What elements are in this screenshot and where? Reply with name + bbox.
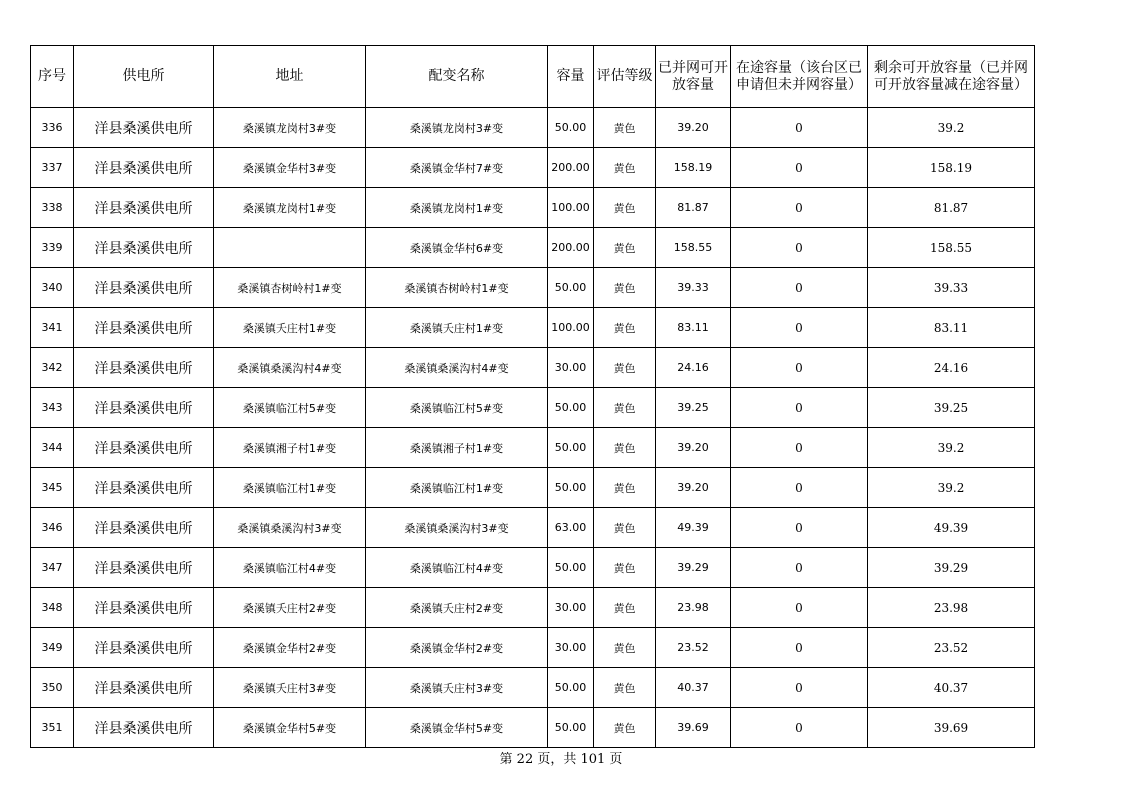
cell-in-transit-capacity: 0: [731, 268, 868, 308]
cell-capacity: 100.00: [548, 188, 594, 228]
cell-rating: 黄色: [594, 388, 656, 428]
cell-in-transit-capacity: 0: [731, 308, 868, 348]
cell-remaining-capacity: 39.2: [868, 468, 1035, 508]
cell-connected-capacity: 23.98: [656, 588, 731, 628]
cell-transformer-name: 桑溪镇金华村7#变: [366, 148, 548, 188]
cell-index: 345: [31, 468, 74, 508]
cell-transformer-name: 桑溪镇湘子村1#变: [366, 428, 548, 468]
cell-index: 342: [31, 348, 74, 388]
header-office: 供电所: [74, 46, 214, 108]
cell-index: 347: [31, 548, 74, 588]
cell-capacity: 50.00: [548, 548, 594, 588]
cell-office: 洋县桑溪供电所: [74, 548, 214, 588]
cell-connected-capacity: 158.55: [656, 228, 731, 268]
cell-address: [214, 228, 366, 268]
cell-rating: 黄色: [594, 188, 656, 228]
cell-rating: 黄色: [594, 428, 656, 468]
cell-office: 洋县桑溪供电所: [74, 708, 214, 748]
cell-address: 桑溪镇杏树岭村1#变: [214, 268, 366, 308]
cell-connected-capacity: 23.52: [656, 628, 731, 668]
cell-address: 桑溪镇临江村4#变: [214, 548, 366, 588]
cell-connected-capacity: 39.69: [656, 708, 731, 748]
cell-office: 洋县桑溪供电所: [74, 108, 214, 148]
cell-remaining-capacity: 39.69: [868, 708, 1035, 748]
cell-address: 桑溪镇夭庄村3#变: [214, 668, 366, 708]
cell-transformer-name: 桑溪镇夭庄村3#变: [366, 668, 548, 708]
cell-capacity: 200.00: [548, 228, 594, 268]
table-row: [31, 268, 1035, 308]
header-index: 序号: [31, 46, 74, 108]
cell-capacity: 30.00: [548, 628, 594, 668]
cell-in-transit-capacity: 0: [731, 148, 868, 188]
cell-remaining-capacity: 39.33: [868, 268, 1035, 308]
header-in-transit-capacity: 在途容量（该台区已申请但未并网容量）: [731, 46, 868, 108]
table-row: [31, 628, 1035, 668]
cell-in-transit-capacity: 0: [731, 668, 868, 708]
cell-address: 桑溪镇湘子村1#变: [214, 428, 366, 468]
cell-connected-capacity: 39.20: [656, 428, 731, 468]
cell-rating: 黄色: [594, 708, 656, 748]
cell-connected-capacity: 39.25: [656, 388, 731, 428]
table-row: [31, 468, 1035, 508]
cell-transformer-name: 桑溪镇龙岗村1#变: [366, 188, 548, 228]
cell-index: 337: [31, 148, 74, 188]
cell-rating: 黄色: [594, 468, 656, 508]
cell-remaining-capacity: 158.55: [868, 228, 1035, 268]
cell-capacity: 50.00: [548, 388, 594, 428]
cell-capacity: 50.00: [548, 428, 594, 468]
header-address: 地址: [214, 46, 366, 108]
cell-in-transit-capacity: 0: [731, 188, 868, 228]
table-row: [31, 668, 1035, 708]
table-row: [31, 108, 1035, 148]
cell-index: 350: [31, 668, 74, 708]
cell-rating: 黄色: [594, 348, 656, 388]
cell-remaining-capacity: 49.39: [868, 508, 1035, 548]
cell-transformer-name: 桑溪镇金华村2#变: [366, 628, 548, 668]
cell-office: 洋县桑溪供电所: [74, 268, 214, 308]
cell-in-transit-capacity: 0: [731, 468, 868, 508]
cell-index: 351: [31, 708, 74, 748]
table-row: [31, 548, 1035, 588]
cell-in-transit-capacity: 0: [731, 508, 868, 548]
cell-office: 洋县桑溪供电所: [74, 308, 214, 348]
cell-rating: 黄色: [594, 148, 656, 188]
cell-capacity: 50.00: [548, 268, 594, 308]
cell-index: 339: [31, 228, 74, 268]
cell-office: 洋县桑溪供电所: [74, 428, 214, 468]
cell-rating: 黄色: [594, 308, 656, 348]
cell-address: 桑溪镇夭庄村2#变: [214, 588, 366, 628]
cell-address: 桑溪镇金华村5#变: [214, 708, 366, 748]
cell-transformer-name: 桑溪镇龙岗村3#变: [366, 108, 548, 148]
cell-index: 340: [31, 268, 74, 308]
cell-remaining-capacity: 158.19: [868, 148, 1035, 188]
header-transformer-name: 配变名称: [366, 46, 548, 108]
table-row: [31, 308, 1035, 348]
cell-remaining-capacity: 23.52: [868, 628, 1035, 668]
cell-index: 348: [31, 588, 74, 628]
cell-connected-capacity: 24.16: [656, 348, 731, 388]
cell-capacity: 50.00: [548, 668, 594, 708]
cell-transformer-name: 桑溪镇夭庄村1#变: [366, 308, 548, 348]
cell-connected-capacity: 81.87: [656, 188, 731, 228]
table-row: [31, 508, 1035, 548]
cell-office: 洋县桑溪供电所: [74, 148, 214, 188]
cell-address: 桑溪镇夭庄村1#变: [214, 308, 366, 348]
cell-capacity: 63.00: [548, 508, 594, 548]
page-footer: 第 22 页，共 101 页: [499, 752, 623, 767]
cell-capacity: 200.00: [548, 148, 594, 188]
header-connected-capacity: 已并网可开放容量: [656, 46, 731, 108]
cell-remaining-capacity: 39.2: [868, 108, 1035, 148]
cell-rating: 黄色: [594, 508, 656, 548]
cell-in-transit-capacity: 0: [731, 348, 868, 388]
cell-index: 344: [31, 428, 74, 468]
cell-address: 桑溪镇龙岗村1#变: [214, 188, 366, 228]
table-row: [31, 428, 1035, 468]
table-row: [31, 708, 1035, 748]
cell-transformer-name: 桑溪镇金华村5#变: [366, 708, 548, 748]
table-row: [31, 348, 1035, 388]
cell-transformer-name: 桑溪镇夭庄村2#变: [366, 588, 548, 628]
cell-capacity: 30.00: [548, 348, 594, 388]
cell-capacity: 100.00: [548, 308, 594, 348]
cell-connected-capacity: 40.37: [656, 668, 731, 708]
capacity-table: [30, 45, 1035, 748]
cell-rating: 黄色: [594, 548, 656, 588]
table-row: [31, 588, 1035, 628]
cell-connected-capacity: 83.11: [656, 308, 731, 348]
table-row: [31, 228, 1035, 268]
cell-address: 桑溪镇桑溪沟村4#变: [214, 348, 366, 388]
cell-remaining-capacity: 39.2: [868, 428, 1035, 468]
cell-remaining-capacity: 40.37: [868, 668, 1035, 708]
cell-office: 洋县桑溪供电所: [74, 668, 214, 708]
cell-remaining-capacity: 24.16: [868, 348, 1035, 388]
cell-index: 341: [31, 308, 74, 348]
cell-index: 343: [31, 388, 74, 428]
cell-rating: 黄色: [594, 108, 656, 148]
cell-in-transit-capacity: 0: [731, 708, 868, 748]
cell-transformer-name: 桑溪镇金华村6#变: [366, 228, 548, 268]
cell-transformer-name: 桑溪镇临江村4#变: [366, 548, 548, 588]
cell-address: 桑溪镇金华村3#变: [214, 148, 366, 188]
cell-index: 346: [31, 508, 74, 548]
cell-address: 桑溪镇临江村1#变: [214, 468, 366, 508]
cell-in-transit-capacity: 0: [731, 428, 868, 468]
cell-index: 349: [31, 628, 74, 668]
cell-office: 洋县桑溪供电所: [74, 188, 214, 228]
cell-transformer-name: 桑溪镇临江村5#变: [366, 388, 548, 428]
cell-transformer-name: 桑溪镇桑溪沟村3#变: [366, 508, 548, 548]
cell-remaining-capacity: 39.25: [868, 388, 1035, 428]
cell-address: 桑溪镇临江村5#变: [214, 388, 366, 428]
cell-rating: 黄色: [594, 668, 656, 708]
cell-connected-capacity: 39.33: [656, 268, 731, 308]
cell-in-transit-capacity: 0: [731, 628, 868, 668]
cell-remaining-capacity: 81.87: [868, 188, 1035, 228]
cell-office: 洋县桑溪供电所: [74, 388, 214, 428]
cell-office: 洋县桑溪供电所: [74, 588, 214, 628]
cell-office: 洋县桑溪供电所: [74, 628, 214, 668]
cell-rating: 黄色: [594, 588, 656, 628]
cell-transformer-name: 桑溪镇临江村1#变: [366, 468, 548, 508]
cell-capacity: 50.00: [548, 468, 594, 508]
cell-office: 洋县桑溪供电所: [74, 228, 214, 268]
header-remaining-capacity: 剩余可开放容量（已并网可开放容量减在途容量）: [868, 46, 1035, 108]
table-row: [31, 148, 1035, 188]
cell-remaining-capacity: 83.11: [868, 308, 1035, 348]
header-capacity: 容量: [548, 46, 594, 108]
cell-rating: 黄色: [594, 228, 656, 268]
cell-office: 洋县桑溪供电所: [74, 468, 214, 508]
table-row: [31, 388, 1035, 428]
cell-address: 桑溪镇龙岗村3#变: [214, 108, 366, 148]
cell-transformer-name: 桑溪镇杏树岭村1#变: [366, 268, 548, 308]
cell-in-transit-capacity: 0: [731, 588, 868, 628]
cell-office: 洋县桑溪供电所: [74, 508, 214, 548]
cell-rating: 黄色: [594, 628, 656, 668]
cell-in-transit-capacity: 0: [731, 548, 868, 588]
cell-in-transit-capacity: 0: [731, 108, 868, 148]
cell-remaining-capacity: 39.29: [868, 548, 1035, 588]
cell-capacity: 50.00: [548, 108, 594, 148]
header-rating: 评估等级: [594, 46, 656, 108]
cell-connected-capacity: 158.19: [656, 148, 731, 188]
cell-connected-capacity: 39.20: [656, 108, 731, 148]
cell-in-transit-capacity: 0: [731, 388, 868, 428]
cell-connected-capacity: 39.20: [656, 468, 731, 508]
cell-capacity: 30.00: [548, 588, 594, 628]
table-row: [31, 188, 1035, 228]
cell-rating: 黄色: [594, 268, 656, 308]
cell-remaining-capacity: 23.98: [868, 588, 1035, 628]
cell-index: 336: [31, 108, 74, 148]
cell-address: 桑溪镇金华村2#变: [214, 628, 366, 668]
cell-office: 洋县桑溪供电所: [74, 348, 214, 388]
cell-address: 桑溪镇桑溪沟村3#变: [214, 508, 366, 548]
cell-capacity: 50.00: [548, 708, 594, 748]
cell-index: 338: [31, 188, 74, 228]
header-row: [31, 46, 1035, 108]
cell-transformer-name: 桑溪镇桑溪沟村4#变: [366, 348, 548, 388]
cell-in-transit-capacity: 0: [731, 228, 868, 268]
cell-connected-capacity: 49.39: [656, 508, 731, 548]
cell-connected-capacity: 39.29: [656, 548, 731, 588]
